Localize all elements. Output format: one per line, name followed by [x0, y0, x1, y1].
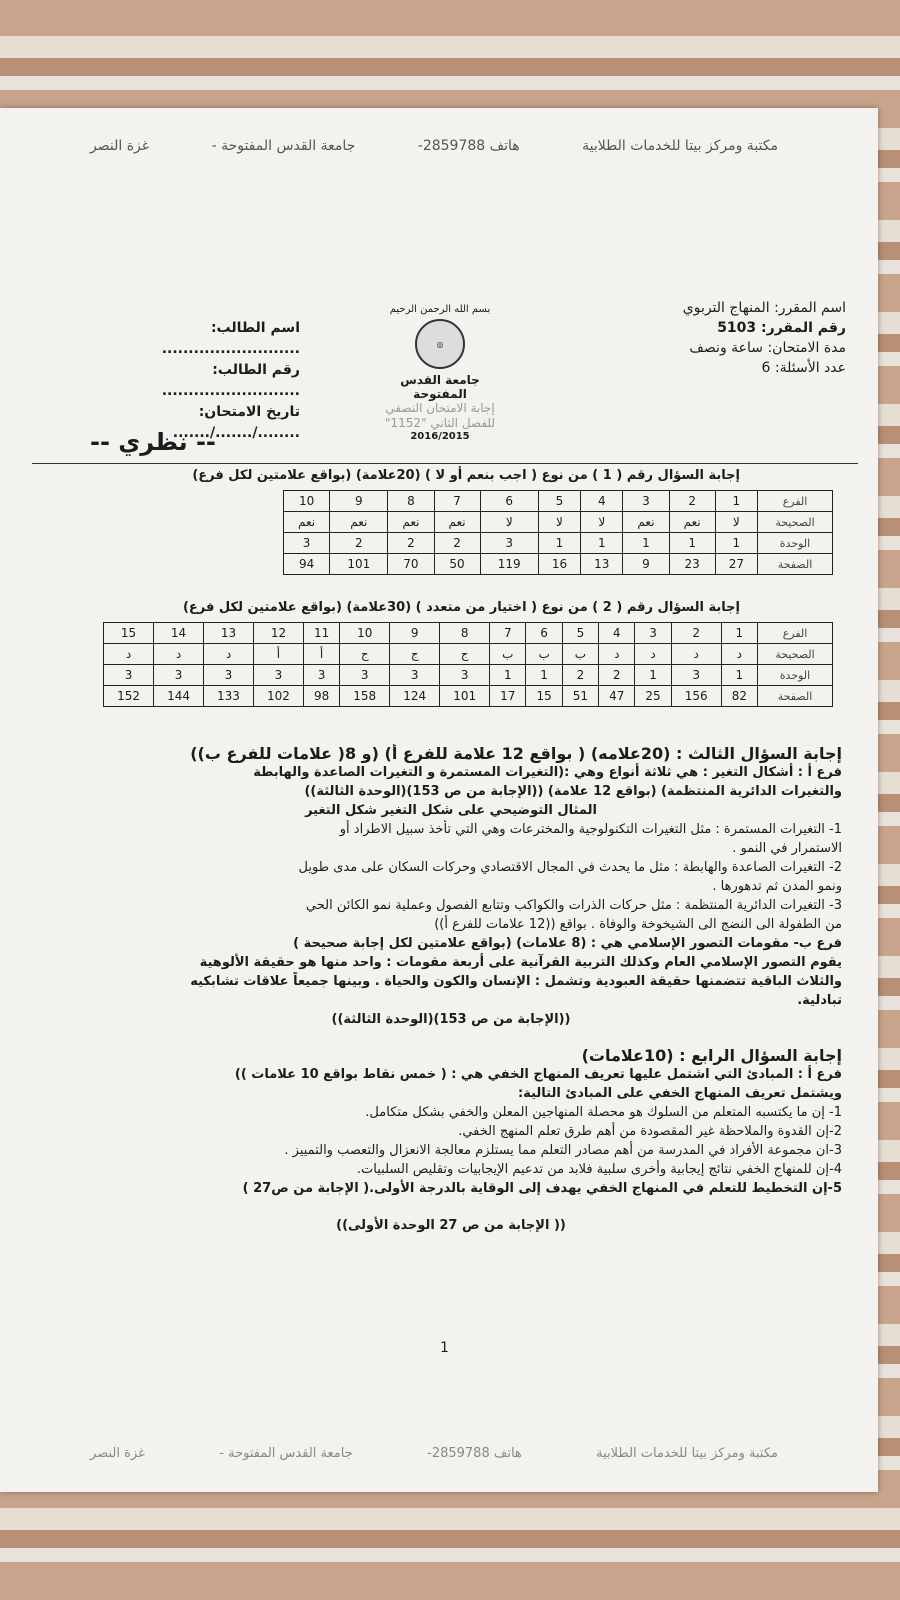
table-cell: 101	[440, 686, 490, 707]
table-cell: د	[721, 644, 757, 665]
table-cell: 3	[480, 533, 538, 554]
table-cell: 9	[330, 491, 388, 512]
table-cell: د	[204, 644, 254, 665]
table-cell: 3	[635, 623, 671, 644]
table-cell: 8	[388, 491, 434, 512]
table-cell: لا	[480, 512, 538, 533]
table-cell: 9	[390, 623, 440, 644]
table-cell: 3	[440, 665, 490, 686]
table-cell: 4	[581, 491, 623, 512]
table-cell: ب	[562, 644, 598, 665]
table-cell: 11	[303, 623, 339, 644]
q4-p3: 3-ان مجموعة الأفراد في المدرسة من أهم مصادر التعلم مما يستلزم معالجة الانعزال والتعصب والتمييز .	[284, 1143, 842, 1158]
table-cell: 51	[562, 686, 598, 707]
questions-count: عدد الأسئلة: 6	[761, 360, 846, 376]
row-label: الصفحة	[758, 554, 833, 575]
row-label: الفرع	[758, 491, 833, 512]
table-cell: 1	[623, 533, 669, 554]
table-cell: 152	[104, 686, 154, 707]
table-cell: 15	[526, 686, 562, 707]
table-cell: 6	[480, 491, 538, 512]
table-cell: نعم	[284, 512, 330, 533]
table-cell: 3	[671, 665, 721, 686]
q3-item2b: ونمو المدن ثم تدهورها .	[712, 879, 842, 894]
table-cell: 1	[635, 665, 671, 686]
table-cell: 3	[390, 665, 440, 686]
q3-a-intro: فرع أ : أشكال التغير : هي ثلاثة أنواع وهي :(التغيرات المستمرة و التغيرات الصاعدة والهابطة	[253, 765, 842, 780]
table-cell: 1	[715, 533, 757, 554]
seal-semester: للفصل الثاني "1152"	[384, 416, 496, 430]
row-label: الصفحة	[758, 686, 833, 707]
table-row	[284, 533, 833, 554]
table-cell: 7	[490, 623, 526, 644]
seal-university: جامعة القدس المفتوحة	[400, 373, 480, 401]
table-cell: 3	[204, 665, 254, 686]
table-cell: 1	[538, 533, 580, 554]
student-number: رقم الطالب: ..........................	[161, 362, 300, 399]
city-name: غزة النصر	[90, 138, 150, 154]
q3-item1: 1- التغيرات المستمرة : مثل التغيرات التكنولوجية والمخترعات وهي التي تأخذ سبيل الاطراد أو	[339, 822, 842, 837]
library-name: مكتبة ومركز بيتا للخدمات الطلابية	[582, 138, 778, 154]
q3-a-intro2: والتغيرات الدائرية المنتظمة) (بواقع 12 علامة) ((الإجابة من ص 153)(الوحدة الثالثة))	[304, 784, 842, 799]
table-cell: 94	[284, 554, 330, 575]
page-number: 1	[440, 1340, 449, 1356]
table-cell: 10	[340, 623, 390, 644]
table-row	[284, 512, 833, 533]
table-cell: 82	[721, 686, 757, 707]
table-cell: 5	[538, 491, 580, 512]
seal-answer: إجابة الامتحان النصفي	[385, 401, 495, 415]
q3-b1: يقوم التصور الإسلامي العام وكذلك التربية القرآنية على أربعة مقومات : واحد منها هو حقيقة الألوهية	[199, 955, 842, 970]
course-number: رقم المقرر: 5103	[717, 320, 846, 336]
table-cell: 101	[330, 554, 388, 575]
divider	[32, 463, 858, 464]
table-cell: 50	[434, 554, 480, 575]
table-cell: 98	[303, 686, 339, 707]
table-cell: 1	[581, 533, 623, 554]
row-label: الفرع	[758, 623, 833, 644]
table-row	[284, 491, 833, 512]
table-cell: 27	[715, 554, 757, 575]
table-cell: 144	[154, 686, 204, 707]
table-cell: 7	[434, 491, 480, 512]
q2-title: إجابة السؤال رقم ( 2 ) من نوع ( اختيار من متعدد ) (30علامة) (بواقع علامتين لكل فرع)	[182, 600, 740, 615]
table-cell: 1	[721, 623, 757, 644]
row-label: الصحيحة	[758, 644, 833, 665]
table-cell: د	[599, 644, 635, 665]
q3-section	[60, 744, 842, 1029]
table-cell: 13	[204, 623, 254, 644]
table-cell: 1	[669, 533, 715, 554]
row-label: الوحدة	[758, 533, 833, 554]
student-name: اسم الطالب: ..........................	[161, 320, 300, 357]
table-cell: ج	[440, 644, 490, 665]
q4-a-intro: فرع أ : المبادئ التي اشتمل عليها تعريف المنهاج الخفي هي : ( خمس نقاط بواقع 10 علامات ))	[234, 1067, 842, 1082]
table-row	[104, 665, 833, 686]
table-cell: 6	[526, 623, 562, 644]
exam-paper	[0, 108, 878, 1492]
q3-item2: 2- التغيرات الصاعدة والهابطة : مثل ما يحدث في المجال الاقتصادي وحركات السكان على مدى طويل	[298, 860, 842, 875]
table-cell: 5	[562, 623, 598, 644]
table-cell: 2	[562, 665, 598, 686]
exam-date: تاريخ الامتحان: ......../......./.......	[172, 404, 300, 441]
footer-city: غزة النصر	[90, 1446, 145, 1461]
q4-ref: (( الإجابة من ص 27 الوحدة الأولى))	[336, 1218, 566, 1233]
row-label: الصحيحة	[758, 512, 833, 533]
student-info	[80, 318, 300, 444]
table-cell: 124	[390, 686, 440, 707]
table-cell: 3	[303, 665, 339, 686]
university-name: جامعة القدس المفتوحة -	[211, 138, 356, 154]
table-cell: 119	[480, 554, 538, 575]
table-row	[284, 554, 833, 575]
table-cell: 10	[284, 491, 330, 512]
bottom-footer	[90, 1446, 778, 1461]
table-cell: 3	[340, 665, 390, 686]
table-cell: 3	[284, 533, 330, 554]
table-cell: أ	[303, 644, 339, 665]
q3-b2: والثلاث الباقية تتضمنها حقيقة العبودية وتشمل : الإنسان والكون والحياة . وبينها جميعاً علاقات تشابكيه	[190, 974, 842, 989]
table-cell: لا	[538, 512, 580, 533]
q3-item3b: من الطفولة الى النضج الى الشيخوخة والوفاة . بواقع ((12 علامات للفرع أ))	[434, 917, 842, 932]
table-cell: 3	[253, 665, 303, 686]
table-cell: لا	[715, 512, 757, 533]
theory-label: -- نظري --	[90, 428, 216, 456]
top-header	[90, 138, 778, 154]
q3-title: إجابة السؤال الثالث : (20علامه) ( بواقع 12 علامة للفرع أ) (و 8( علامات للفرع ب))	[190, 744, 842, 763]
table-cell: ج	[390, 644, 440, 665]
table-cell: نعم	[669, 512, 715, 533]
table-cell: 23	[669, 554, 715, 575]
table-cell: 102	[253, 686, 303, 707]
library-phone: هاتف 2859788-	[417, 138, 520, 154]
table-cell: 2	[599, 665, 635, 686]
table-cell: 17	[490, 686, 526, 707]
university-seal	[380, 304, 500, 442]
table-cell: 133	[204, 686, 254, 707]
q2-answer-table	[103, 622, 833, 707]
table-cell: نعم	[623, 512, 669, 533]
table-row	[104, 644, 833, 665]
q3-item3: 3- التغيرات الدائرية المنتظمة : مثل حركات الذرات والكواكب وتتابع الفصول وعملية نمو الكائن الحي	[305, 898, 842, 913]
table-row	[104, 686, 833, 707]
table-cell: 14	[154, 623, 204, 644]
table-row	[104, 623, 833, 644]
table-cell: 1	[721, 665, 757, 686]
seal-year: 2016/2015	[410, 431, 470, 442]
table-cell: 8	[440, 623, 490, 644]
q3-item1b: الاستمرار في النمو .	[732, 841, 842, 856]
q1-title: إجابة السؤال رقم ( 1 ) من نوع ( اجب بنعم أو لا ) (20علامة) (بواقع علامتين لكل فرع)	[192, 468, 740, 483]
q3-b-title: فرع ب- مقومات التصور الإسلامي هي : (8 علامات) (بواقع علامتين لكل إجابة صحيحة )	[293, 936, 842, 951]
q4-p2: 2-إن القدوة والملاحظة غير المقصودة من أهم طرق تعلم المنهج الخفي.	[458, 1124, 842, 1139]
table-cell: 3	[623, 491, 669, 512]
table-cell: 1	[526, 665, 562, 686]
course-name: اسم المقرر: المنهاج التربوي	[682, 300, 846, 316]
table-cell: د	[154, 644, 204, 665]
table-cell: 25	[635, 686, 671, 707]
table-cell: نعم	[330, 512, 388, 533]
exam-info	[646, 298, 846, 378]
footer-university: جامعة القدس المفتوحة -	[219, 1446, 353, 1461]
row-label: الوحدة	[758, 665, 833, 686]
q3-b3: تبادلية.	[797, 993, 842, 1008]
q4-p5: 5-إن التخطيط للتعلم في المنهاج الخفي يهدف إلى الوقاية بالدرجة الأولى.( الإجابة من ص27 )	[242, 1181, 842, 1196]
table-cell: نعم	[434, 512, 480, 533]
table-cell: 156	[671, 686, 721, 707]
table-cell: لا	[581, 512, 623, 533]
table-cell: 2	[434, 533, 480, 554]
table-cell: ب	[526, 644, 562, 665]
table-cell: 158	[340, 686, 390, 707]
table-cell: أ	[253, 644, 303, 665]
table-cell: 2	[388, 533, 434, 554]
q3-a-example: المثال التوضيحي على شكل التغير شكل التغير	[305, 803, 597, 818]
table-cell: 1	[490, 665, 526, 686]
footer-phone: هاتف 2859788-	[427, 1446, 522, 1461]
q4-p4: 4-إن للمنهاج الخفي نتائج إيجابية وأخرى سلبية فلابد من تدعيم الإيجابيات وتقليص السلبيات.	[356, 1162, 842, 1177]
table-cell: 15	[104, 623, 154, 644]
university-logo-icon: ◎	[415, 319, 465, 369]
q4-a-intro2: ويشتمل تعريف المنهاج الخفي على المبادئ التالية:	[517, 1086, 842, 1101]
table-cell: د	[104, 644, 154, 665]
q1-answer-table	[283, 490, 833, 575]
table-cell: 70	[388, 554, 434, 575]
table-cell: نعم	[388, 512, 434, 533]
table-cell: د	[635, 644, 671, 665]
basmala: بسم الله الرحمن الرحيم	[389, 304, 491, 315]
table-cell: 3	[104, 665, 154, 686]
table-cell: 12	[253, 623, 303, 644]
q4-p1: 1- إن ما يكتسبه المتعلم من السلوك هو محصلة المنهاجين المعلن والخفي بشكل متكامل.	[365, 1105, 842, 1120]
table-cell: 9	[623, 554, 669, 575]
table-cell: 13	[581, 554, 623, 575]
table-cell: 2	[330, 533, 388, 554]
table-cell: ج	[340, 644, 390, 665]
table-cell: 3	[154, 665, 204, 686]
table-cell: 1	[715, 491, 757, 512]
q4-section	[60, 1046, 842, 1235]
q3-b4: ((الإجابة من ص 153)(الوحدة الثالثة))	[331, 1012, 571, 1027]
q4-title: إجابة السؤال الرابع : (10علامات)	[581, 1046, 842, 1065]
table-cell: 16	[538, 554, 580, 575]
table-cell: 47	[599, 686, 635, 707]
table-cell: 2	[671, 623, 721, 644]
table-cell: 2	[669, 491, 715, 512]
table-cell: د	[671, 644, 721, 665]
footer-library-name: مكتبة ومركز بيتا للخدمات الطلابية	[596, 1446, 778, 1461]
table-cell: ب	[490, 644, 526, 665]
table-cell: 4	[599, 623, 635, 644]
exam-duration: مدة الامتحان: ساعة ونصف	[689, 340, 846, 356]
